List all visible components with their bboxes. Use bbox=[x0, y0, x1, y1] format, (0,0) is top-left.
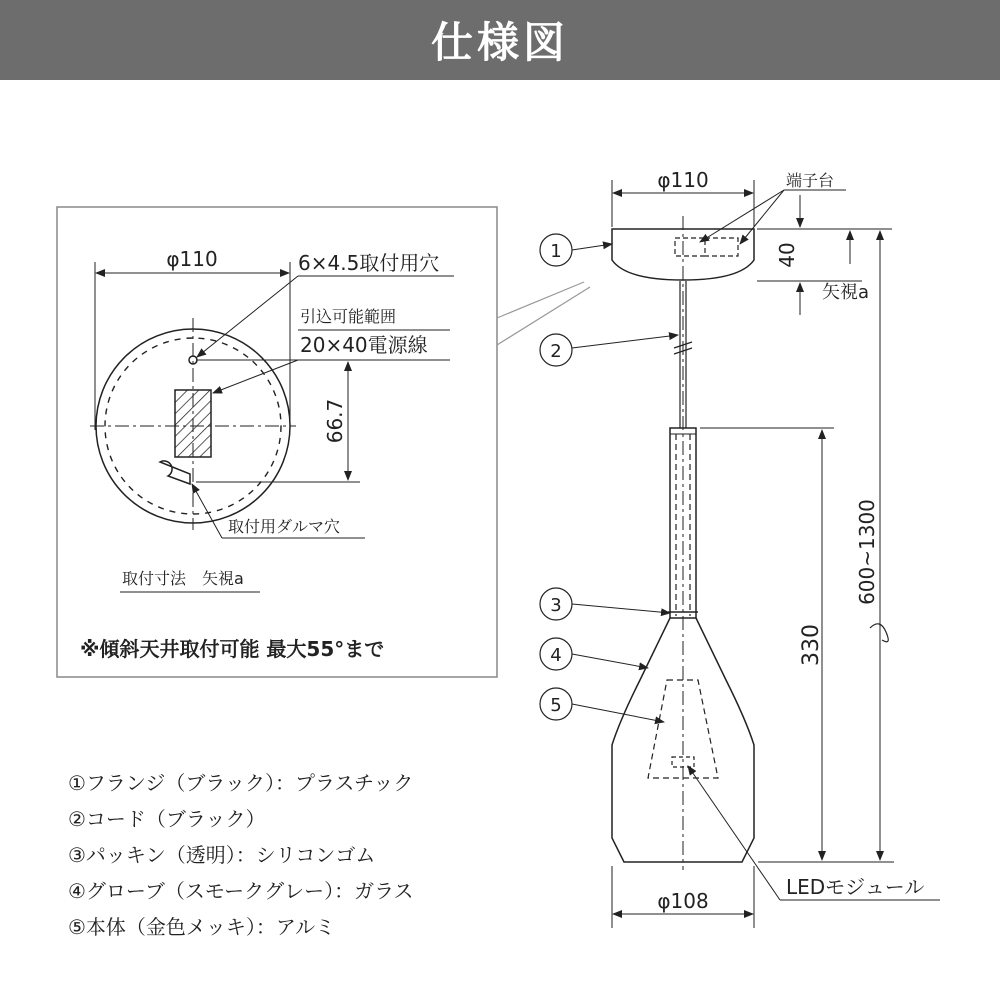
pitch-label: 66.7 bbox=[323, 398, 347, 444]
svg-text:3: 3 bbox=[550, 595, 562, 616]
view-a-label: 矢視a bbox=[822, 282, 870, 303]
page-title: 仕様図 bbox=[430, 18, 569, 67]
mount-holes-label: 6×4.5取付用穴 bbox=[298, 251, 440, 275]
globe-diameter-label: φ108 bbox=[657, 889, 709, 913]
detail-diameter-label: φ110 bbox=[166, 247, 218, 271]
keyhole-label: 取付用ダルマ穴 bbox=[228, 517, 341, 536]
legend-item-globe: ④グローブ（スモークグレー）：ガラス bbox=[68, 879, 414, 903]
svg-text:4: 4 bbox=[550, 645, 562, 666]
wire-entry-area bbox=[175, 390, 211, 457]
wire-range-label: 引込可能範囲 bbox=[300, 307, 397, 326]
callout-2 bbox=[540, 334, 678, 366]
callout-5 bbox=[540, 688, 664, 722]
svg-text:1: 1 bbox=[550, 241, 562, 262]
legend-item-body: ⑤本体（金色メッキ）：アルミ bbox=[68, 915, 336, 939]
detail-frame bbox=[57, 207, 497, 677]
svg-text:2: 2 bbox=[550, 341, 562, 362]
body-length-label: 330 bbox=[799, 624, 824, 666]
callout-1 bbox=[540, 234, 612, 266]
keyhole-slot bbox=[160, 461, 190, 484]
tilt-note: ※傾斜天井取付可能 最大55°まで bbox=[80, 637, 385, 661]
flange-diameter-label: φ110 bbox=[657, 168, 709, 192]
elevation-view bbox=[540, 168, 940, 928]
callout-4 bbox=[540, 638, 648, 670]
legend-item-cord: ②コード（ブラック） bbox=[68, 807, 266, 831]
parts-legend bbox=[68, 765, 538, 945]
legend-item-flange: ①フランジ（ブラック）：プラスチック bbox=[68, 771, 414, 795]
wire-range-size: 20×40電源線 bbox=[300, 333, 428, 357]
terminal-label: 端子台 bbox=[786, 171, 835, 190]
legend-item-packing: ③パッキン（透明）：シリコンゴム bbox=[68, 843, 376, 867]
led-module-label: LEDモジュール bbox=[786, 875, 925, 899]
svg-text:5: 5 bbox=[550, 695, 562, 716]
title-bar bbox=[0, 0, 1000, 80]
detail-caption: 取付寸法 矢視a bbox=[122, 569, 244, 588]
detail-view bbox=[57, 207, 590, 677]
overall-length-label: 600~1300 bbox=[855, 499, 879, 605]
callout-3 bbox=[540, 588, 670, 620]
flange-height-label: 40 bbox=[775, 242, 799, 268]
